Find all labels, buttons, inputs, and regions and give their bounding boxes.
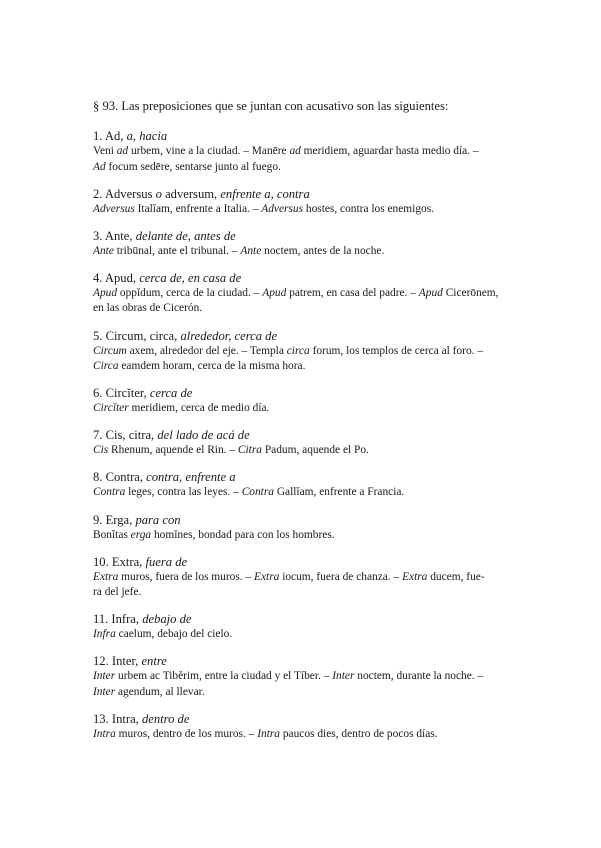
italic-text: Intra (93, 728, 116, 741)
text-run: en las obras de Cicerón. (93, 302, 203, 315)
example-line (93, 401, 531, 417)
italic-text: Apud (262, 286, 287, 299)
italic-text: Contra (93, 486, 126, 499)
example-line (93, 685, 531, 701)
example-line (93, 286, 531, 302)
text-run: Cicerōnem, (442, 286, 499, 299)
example-line (93, 144, 531, 160)
italic-text: Intra (257, 728, 281, 741)
entry-heading (93, 228, 531, 244)
text-run: patrem, en casa del padre. – (286, 286, 419, 299)
text-run: Bonĭtas (93, 528, 131, 541)
italic-text: ad (289, 145, 301, 157)
section-intro: § 93. Las preposiciones que se juntan con acusativo son las siguientes: (93, 99, 449, 113)
italic-text: Contra (241, 486, 274, 499)
italic-text: enfrente a, contra (220, 186, 310, 201)
text-run: noctem, durante la noche. – (354, 670, 484, 683)
text-run: 7. Cis, citra, (93, 428, 158, 443)
text-run: urbem ac Tibĕrim, entre la ciudad y el Tíber. – (115, 670, 333, 683)
italic-text: contra, enfrente a (146, 470, 236, 485)
italic-text: delante de, antes de (135, 228, 236, 243)
text-run: Padum, aquende el Po. (261, 444, 369, 457)
preposition-entry (93, 653, 531, 700)
text-run: homĭnes, bondad para con los hombres. (151, 528, 335, 541)
italic-text: Adversus (93, 202, 135, 215)
entry-heading (93, 270, 531, 286)
italic-text: Extra (93, 570, 119, 583)
italic-text: cerca de (149, 386, 193, 401)
entry-heading (93, 469, 531, 485)
entry-heading (93, 611, 531, 627)
italic-text: entre (141, 654, 167, 669)
entry-heading (93, 653, 531, 669)
preposition-entry (93, 469, 531, 501)
preposition-entry (93, 128, 531, 175)
text-run: caelum, debajo del cielo. (115, 628, 233, 641)
example-line (93, 301, 531, 317)
text-run: adversum, (161, 186, 221, 201)
text-run: axem, alrededor del eje. – Templa (126, 344, 287, 357)
italic-text: alrededor, cerca de (180, 328, 278, 343)
example-line (93, 528, 531, 544)
example-line (93, 627, 531, 643)
italic-text: circa (286, 344, 310, 357)
entry-heading (93, 128, 531, 144)
entry-heading (93, 512, 531, 528)
italic-text: Adversus (261, 202, 304, 215)
text-run: ducem, fue- (427, 570, 485, 583)
preposition-entry (93, 554, 531, 601)
entry-heading (93, 385, 531, 401)
text-run: urbem, vine a la ciudad. – Manēre (128, 145, 290, 157)
text-run: 5. Circum, circa, (93, 328, 181, 343)
entry-heading (93, 554, 531, 570)
italic-text: Inter (93, 670, 116, 683)
text-run: focum sedēre, sentarse junto al fuego. (105, 160, 281, 173)
text-run: 8. Contra, (93, 470, 147, 485)
preposition-entry (93, 328, 531, 375)
text-run: iocum, fuera de chanza. – (279, 570, 403, 583)
example-line (93, 202, 531, 218)
italic-text: erga (130, 528, 152, 541)
text-run: 10. Extra, (93, 554, 146, 569)
text-run: Gallĭam, enfrente a Francia. (273, 486, 405, 499)
italic-text: Apud (93, 286, 118, 299)
italic-text: Ante (93, 244, 114, 257)
preposition-entry (93, 228, 531, 260)
italic-text: Inter (332, 670, 355, 683)
text-run: muros, fuera de los muros. – (118, 570, 255, 583)
preposition-list (93, 128, 531, 743)
text-run: 3. Ante, (93, 228, 136, 243)
example-line (93, 244, 531, 260)
italic-text: Ante (240, 244, 262, 257)
example-line (93, 485, 531, 501)
italic-text: cerca de, en casa de (139, 270, 242, 285)
preposition-entry (93, 711, 531, 743)
example-line (93, 727, 531, 743)
italic-text: a, hacia (126, 129, 168, 143)
example-line (93, 443, 531, 459)
preposition-entry (93, 611, 531, 643)
text-run: 12. Inter, (93, 654, 142, 669)
italic-text: Citra (237, 444, 262, 457)
example-line (93, 160, 531, 176)
italic-text: Apud (418, 286, 443, 299)
text-run: ra del jefe. (93, 586, 142, 599)
text-run: 6. Circĭter, (93, 386, 150, 401)
example-line (93, 359, 531, 375)
text-run: Rhenum, aquende el Rin. – (108, 444, 238, 457)
entry-heading (93, 427, 531, 443)
italic-text: Extra (254, 570, 280, 583)
text-run: noctem, antes de la noche. (261, 244, 385, 257)
italic-text: Ad (93, 160, 106, 173)
text-run: 9. Erga, (93, 512, 136, 527)
italic-text: Inter (93, 686, 116, 698)
preposition-entry (93, 186, 531, 218)
text-run: muros, dentro de los muros. – (115, 728, 258, 741)
page-body (93, 98, 531, 753)
text-run: oppĭdum, cerca de la ciudad. – (117, 286, 263, 299)
preposition-entry (93, 427, 531, 459)
text-run: meridiem, aguardar hasta medio día. – (300, 145, 479, 157)
text-run: 13. Intra, (93, 712, 142, 727)
text-run: paucos dies, dentro de pocos días. (280, 728, 438, 741)
entry-heading (93, 186, 531, 202)
italic-text: para con (135, 512, 181, 527)
text-run: 4. Apud, (93, 270, 140, 285)
text-run: meridiem, cerca de medio día. (128, 402, 270, 415)
text-run: 1. Ad, (93, 129, 127, 143)
italic-text: dentro de (141, 712, 190, 727)
italic-text: Circum (93, 344, 127, 357)
example-line (93, 585, 531, 601)
text-run: Veni (93, 145, 117, 157)
text-run: leges, contra las leyes. – (125, 486, 242, 499)
entry-heading (93, 711, 531, 727)
text-run: tribūnal, ante el tribunal. – (113, 244, 241, 257)
text-run: 2. Adversus (93, 186, 156, 201)
italic-text: Circĭter (93, 402, 129, 415)
preposition-entry (93, 512, 531, 544)
text-run: forum, los templos de cerca al foro. – (309, 344, 484, 357)
example-line (93, 570, 531, 586)
example-line (93, 669, 531, 685)
text-run: 11. Infra, (93, 612, 143, 627)
preposition-entry (93, 270, 531, 317)
italic-text: del lado de acá de (157, 428, 250, 443)
italic-text: Extra (402, 570, 428, 583)
preposition-entry (93, 385, 531, 417)
text-run: Italĭam, enfrente a Italia. – (134, 202, 262, 215)
italic-text: Infra (93, 628, 116, 641)
italic-text: Circa (93, 360, 119, 373)
italic-text: o (155, 186, 162, 201)
italic-text: ad (116, 145, 129, 157)
italic-text: Cis (93, 444, 109, 457)
text-run: eamdem horam, cerca de la misma hora. (118, 360, 306, 373)
example-line (93, 344, 531, 360)
italic-text: debajo de (142, 612, 192, 627)
italic-text: fuera de (145, 554, 188, 569)
entry-heading (93, 328, 531, 344)
text-run: hostes, contra los enemigos. (303, 202, 435, 215)
text-run: agendum, al llevar. (115, 686, 205, 698)
